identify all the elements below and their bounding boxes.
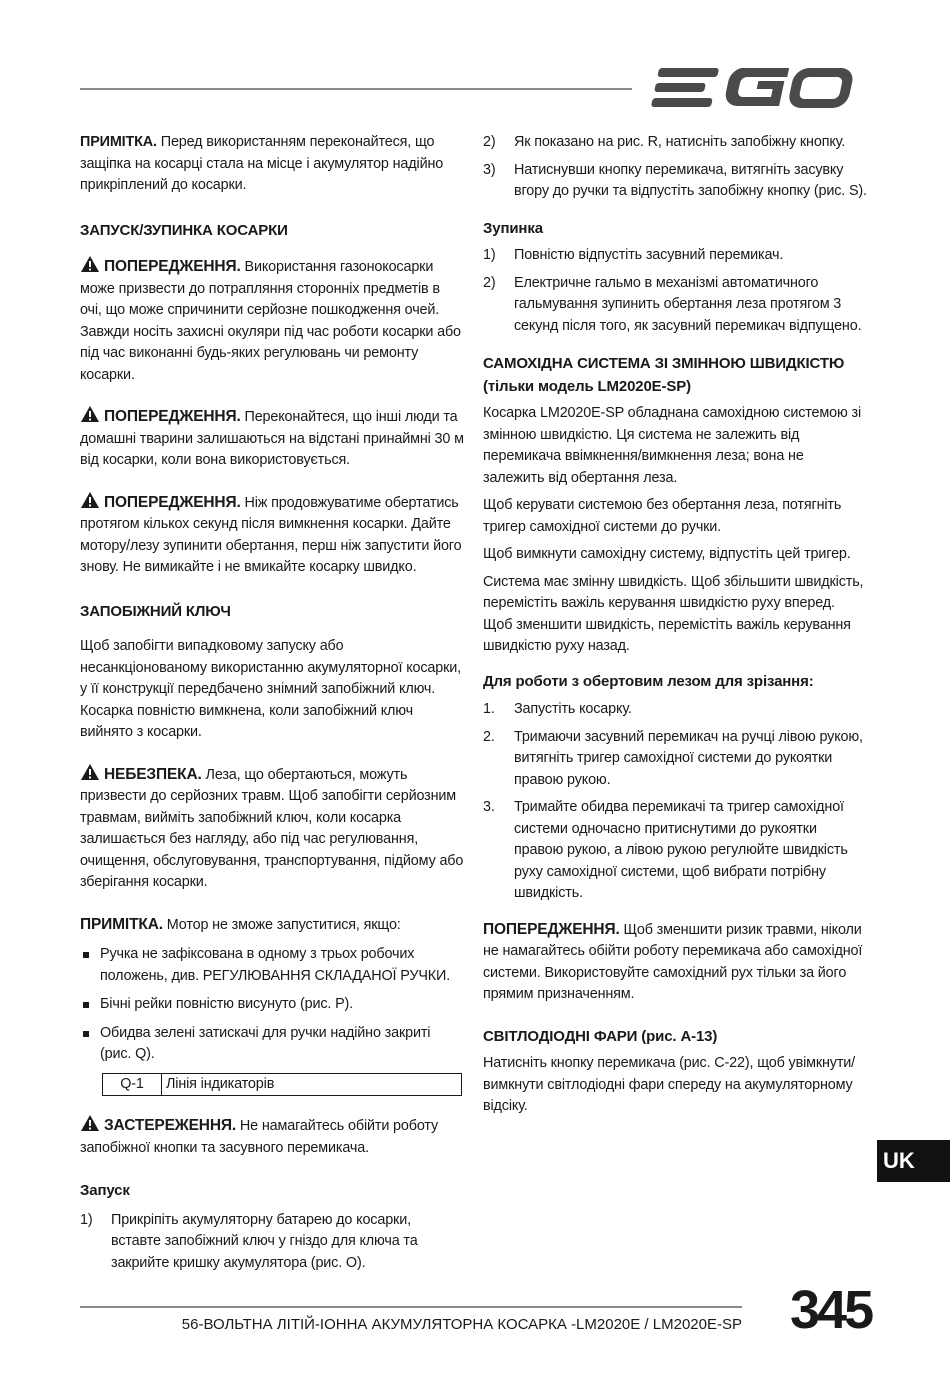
- note-text: Мотор не зможе запуститися, якщо:: [166, 916, 401, 933]
- ego-logo: [650, 64, 862, 112]
- list-item: 1) Прикріпіть акумуляторну батарею до косарки, вставте запобіжний ключ у гніздо для ключа та закрийте кришку акумулятора (рис. O).: [80, 1211, 418, 1271]
- note-label: ПРИМІТКА.: [80, 915, 163, 933]
- warning-triangle-icon: [80, 255, 100, 273]
- table-cell-code: Q-1: [103, 1073, 162, 1096]
- warning-paragraph: [80, 491, 464, 579]
- list-item: 1. Запустіть косарку.: [483, 701, 632, 717]
- warning-label: ПОПЕРЕДЖЕННЯ.: [104, 258, 241, 275]
- left-column: [80, 132, 464, 1274]
- start-steps-list-continued: [483, 132, 867, 203]
- caution-label: ЗАСТЕРЕЖЕННЯ.: [104, 1117, 237, 1134]
- warning-paragraph: [80, 405, 464, 472]
- warning-triangle-icon: [80, 405, 100, 423]
- note-paragraph: [80, 914, 464, 937]
- self-propelled-paragraph: Щоб керувати системою без обертання леза, потягніть тригер самохідної системи до ручки.: [483, 497, 842, 535]
- bullet-square-icon: [83, 952, 89, 958]
- list-item: 3) Натиснувши кнопку перемикача, витягніть засувку вгору до ручки та відпустіть запобіжну кнопку (рис. S).: [483, 161, 867, 199]
- caution-text: Не намагайтесь обійти роботу запобіжної кнопки та засувного перемикача.: [80, 1118, 439, 1156]
- self-propelled-paragraph: Система має змінну швидкість. Щоб збільшити швидкість, перемістіть важіль керування швидкістю руху вперед. Щоб зменшити швидкість, перемістіть важіль керування швидкістю руху назад.: [483, 573, 864, 654]
- danger-text: Леза, що обертаються, можуть призвести до серйозних травм. Щоб запобігти серйозним травмам, вийміть запобіжний ключ, коли косарка залишається без нагляду, або під час регулювання, очищення, обслуговування, транспортування, підйому або зберігання косарки.: [80, 766, 464, 890]
- list-item: Обидва зелені затискачі для ручки надійно закриті (рис. Q).: [80, 1023, 464, 1066]
- header-rule: [80, 88, 632, 90]
- warning-label: ПОПЕРЕДЖЕННЯ.: [483, 920, 620, 938]
- key-paragraph: Щоб запобігти випадковому запуску або несанкціонованому використанню акумуляторної косарки, у її конструкції передбачено знімний запобіжний ключ. Косарка повністю вимкнена, коли запобіжний ключ вийнято з косарки.: [80, 638, 462, 740]
- stop-steps-list: [483, 245, 867, 337]
- section-heading-self-propelled: САМОХІДНА СИСТЕМА ЗІ ЗМІННОЮ ШВИДКІСТЮ (тільки модель LM2020E-SP): [483, 355, 845, 395]
- caution-paragraph: [80, 1114, 464, 1159]
- language-tab: UK: [877, 1140, 950, 1182]
- start-steps-list: [80, 1210, 464, 1275]
- footer-title: 56-ВОЛЬТНА ЛІТІЙ-ІОННА АКУМУЛЯТОРНА КОСАРКА -LM2020E / LM2020E-SP: [181, 1316, 742, 1333]
- right-column: [483, 132, 867, 1118]
- blade-steps-list: [483, 699, 867, 905]
- list-item: Бічні рейки повністю висунуто (рис. P).: [80, 994, 464, 1016]
- note-label: ПРИМІТКА.: [80, 134, 157, 150]
- legend-table: [102, 1073, 462, 1097]
- led-paragraph: Натисніть кнопку перемикача (рис. C-22), щоб увімкнути/вимкнути світлодіодні фари спереду на акумуляторному відсіку.: [483, 1055, 856, 1114]
- self-propelled-paragraph: Щоб вимкнути самохідну систему, відпустіть цей тригер.: [483, 546, 851, 562]
- warning-paragraph: [483, 919, 867, 1006]
- subheading-start: Запуск: [80, 1182, 130, 1199]
- bullet-square-icon: [83, 1002, 89, 1008]
- list-item: 2) Як показано на рис. R, натисніть запобіжну кнопку.: [483, 134, 846, 150]
- section-heading-start-stop: ЗАПУСК/ЗУПИНКА КОСАРКИ: [80, 221, 288, 239]
- note-paragraph: [80, 132, 464, 197]
- self-propelled-paragraph: Косарка LM2020E-SP обладнана самохідною системою зі змінною швидкістю. Ця система не залежить від перемикача ввімкнення/вимкнення леза; вона не залежить від обертання леза.: [483, 405, 861, 486]
- warning-text: Використання газонокосарки може призвести до потрапляння сторонніх предметів в очі, що може спричинити серйозне пошкодження очей. Завжди носіть захисні окуляри під час роботи косарки або під час виконанні будь-яких регулювань чи ремонту косарки.: [80, 259, 461, 383]
- warning-label: ПОПЕРЕДЖЕННЯ.: [104, 493, 241, 511]
- warning-text: Переконайтеся, що інші люди та домашні тварини залишаються на відстані принаймні 30 м від косарки, коли вона використовується.: [80, 409, 464, 468]
- warning-triangle-icon: [80, 491, 100, 509]
- bullet-square-icon: [83, 1031, 89, 1037]
- table-row: [103, 1073, 462, 1096]
- list-item: 2. Тримаючи засувний перемикач на ручці лівою рукою, витягніть тригер самохідної системи до рукоятки правою рукою.: [483, 728, 863, 788]
- list-item: 1) Повністю відпустіть засувний перемикач.: [483, 247, 784, 263]
- page-number: 345: [790, 1280, 872, 1340]
- danger-label: НЕБЕЗПЕКА.: [104, 765, 202, 783]
- warning-text: Ніж продовжуватиме обертатись протягом кількох секунд після вимкнення косарки. Дайте мотору/лезу зупинити обертання, перш ніж запустити його знову. Не вимикайте і не вмикайте косарку швидко.: [80, 494, 462, 575]
- warning-text: Щоб зменшити ризик травми, ніколи не намагайтесь обійти роботу перемикача або самохідної системи. Використовуйте самохідний рух тільки за його прямим призначенням.: [483, 921, 863, 1002]
- caution-triangle-icon: [80, 1114, 100, 1132]
- footer-rule: [80, 1306, 742, 1308]
- list-item: Ручка не зафіксована в одному з трьох робочих положень, див. РЕГУЛЮВАННЯ СКЛАДАНОЇ РУЧКИ.: [80, 944, 464, 987]
- danger-triangle-icon: [80, 763, 100, 781]
- subheading-stop: Зупинка: [483, 219, 543, 237]
- warning-paragraph: [80, 255, 464, 386]
- section-heading-key: ЗАПОБІЖНИЙ КЛЮЧ: [80, 602, 231, 620]
- list-item: 2) Електричне гальмо в механізмі автоматичного гальмування зупинить обертання леза протягом 3 секунд після того, як засувний перемикач відпущено.: [483, 274, 862, 334]
- list-item: 3. Тримайте обидва перемикачі та тригер самохідної системи одночасно притиснутими до рукоятки правою рукою, а лівою рукою регулюйте швидкість руху самохідної системи, щоб вибрати потрібну швидкість.: [483, 799, 848, 901]
- warning-label: ПОПЕРЕДЖЕННЯ.: [104, 408, 241, 425]
- subheading-blade: Для роботи з обертовим лезом для зрізання:: [483, 672, 814, 690]
- table-cell-description: Лінія індикаторів: [162, 1073, 462, 1096]
- danger-paragraph: [80, 763, 464, 894]
- conditions-list: [80, 944, 464, 1066]
- section-heading-led: СВІТЛОДІОДНІ ФАРИ (рис. A-13): [483, 1027, 718, 1045]
- note-text: Перед використанням переконайтеся, що защіпка на косарці стала на місце і акумулятор надійно прикріплений до косарки.: [80, 134, 444, 193]
